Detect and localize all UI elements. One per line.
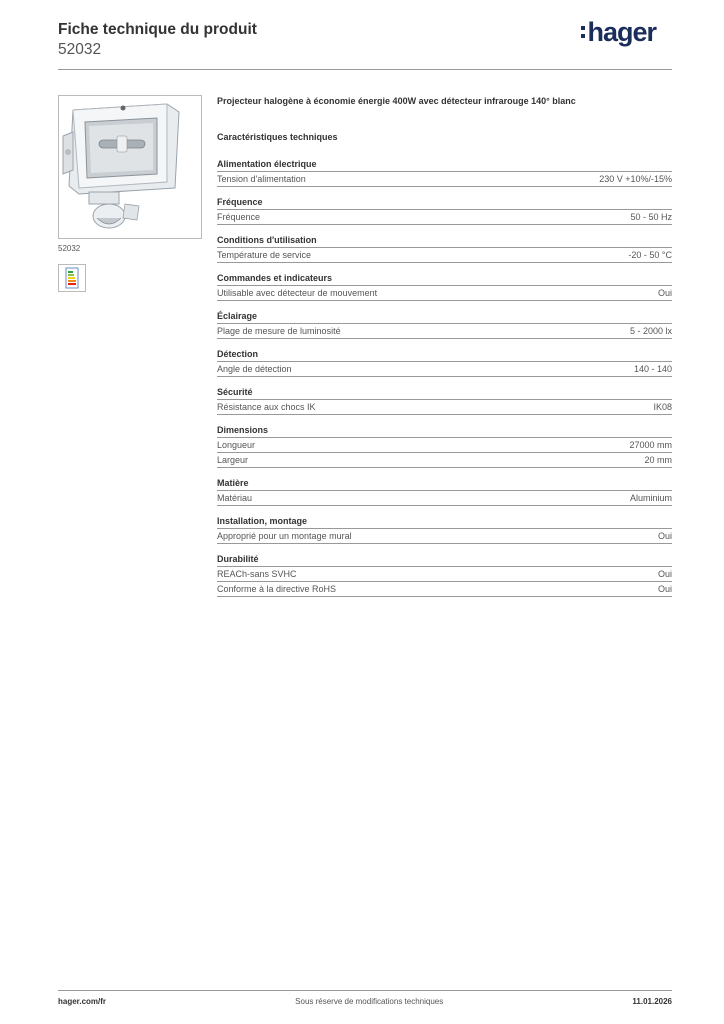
- spec-group-power: [217, 157, 672, 187]
- spec-group-title: Commandes et indicateurs: [217, 271, 672, 286]
- spec-label: Fréquence: [217, 212, 261, 222]
- document-title: Fiche technique du produit: [58, 21, 257, 38]
- spec-row: [217, 286, 672, 301]
- product-description: Projecteur halogène à économie énergie 400W avec détecteur infrarouge 140° blanc: [217, 96, 576, 106]
- spec-group-title: Installation, montage: [217, 514, 672, 529]
- spec-value: Aluminium: [629, 493, 672, 503]
- spec-group-detection: [217, 347, 672, 377]
- spec-group-conditions: [217, 233, 672, 263]
- spec-value: 27000 mm: [629, 440, 672, 450]
- spec-group-material: [217, 476, 672, 506]
- footer-disclaimer: Sous réserve de modifications techniques: [295, 997, 444, 1006]
- spec-group-installation: [217, 514, 672, 544]
- spec-row: [217, 438, 672, 453]
- page-footer: [58, 990, 672, 1006]
- spec-group-lighting: [217, 309, 672, 339]
- spec-value: 50 - 50 Hz: [630, 212, 672, 222]
- product-photo: [58, 95, 202, 239]
- spec-label: Tension d'alimentation: [217, 174, 306, 184]
- footer-date: 11.01.2026: [632, 997, 672, 1006]
- spec-label: Approprié pour un montage mural: [217, 531, 352, 541]
- page-header: [58, 17, 672, 70]
- spec-row: [217, 582, 672, 597]
- spec-value: -20 - 50 °C: [628, 250, 672, 260]
- spec-row: [217, 491, 672, 506]
- logo-dots-icon: [581, 26, 585, 38]
- spec-value: 230 V +10%/-15%: [599, 174, 672, 184]
- spec-label: Température de service: [217, 250, 312, 260]
- spec-value: 20 mm: [644, 455, 672, 465]
- footer-website[interactable]: hager.com/fr: [58, 997, 107, 1006]
- energy-label-icon: [59, 265, 85, 291]
- spec-row: [217, 400, 672, 415]
- spec-group-safety: [217, 385, 672, 415]
- spec-group-title: Conditions d'utilisation: [217, 233, 672, 248]
- spec-label: Angle de détection: [217, 364, 292, 374]
- spec-group-title: Détection: [217, 347, 672, 362]
- spec-label: Longueur: [217, 440, 256, 450]
- spec-group-dimensions: [217, 423, 672, 468]
- photo-caption: 52032: [58, 244, 81, 253]
- spec-label: Matériau: [217, 493, 253, 503]
- specs-heading: Caractéristiques techniques: [217, 132, 338, 142]
- spec-row: [217, 567, 672, 582]
- spec-value: Oui: [657, 288, 672, 298]
- spec-row: [217, 248, 672, 263]
- spec-row: [217, 529, 672, 544]
- logo-text: hager: [587, 17, 656, 47]
- spec-label: Conforme à la directive RoHS: [217, 584, 337, 594]
- spec-label: REACh-sans SVHC: [217, 569, 297, 579]
- spec-group-frequency: [217, 195, 672, 225]
- spec-row: [217, 172, 672, 187]
- spec-group-sustainability: [217, 552, 672, 597]
- spec-value: Oui: [657, 569, 672, 579]
- spec-label: Utilisable avec détecteur de mouvement: [217, 288, 378, 298]
- hager-logo: [581, 18, 656, 46]
- spec-value: 140 - 140: [633, 364, 672, 374]
- product-reference: 52032: [58, 41, 102, 58]
- spec-value: Oui: [657, 531, 672, 541]
- spec-row: [217, 453, 672, 468]
- spec-group-controls: [217, 271, 672, 301]
- spec-label: Plage de mesure de luminosité: [217, 326, 341, 336]
- spec-group-title: Alimentation électrique: [217, 157, 672, 172]
- floodlight-product-photo: [59, 96, 201, 238]
- spec-group-title: Matière: [217, 476, 672, 491]
- spec-row: [217, 210, 672, 225]
- spec-row: [217, 362, 672, 377]
- spec-row: [217, 324, 672, 339]
- product-content: [217, 95, 672, 605]
- spec-group-title: Dimensions: [217, 423, 672, 438]
- spec-value: IK08: [653, 402, 672, 412]
- spec-value: 5 - 2000 lx: [629, 326, 672, 336]
- spec-group-title: Durabilité: [217, 552, 672, 567]
- spec-value: Oui: [657, 584, 672, 594]
- spec-label: Largeur: [217, 455, 249, 465]
- spec-group-title: Éclairage: [217, 309, 672, 324]
- spec-group-title: Sécurité: [217, 385, 672, 400]
- spec-label: Résistance aux chocs IK: [217, 402, 316, 412]
- energy-label-thumbnail[interactable]: [58, 264, 86, 292]
- spec-group-title: Fréquence: [217, 195, 672, 210]
